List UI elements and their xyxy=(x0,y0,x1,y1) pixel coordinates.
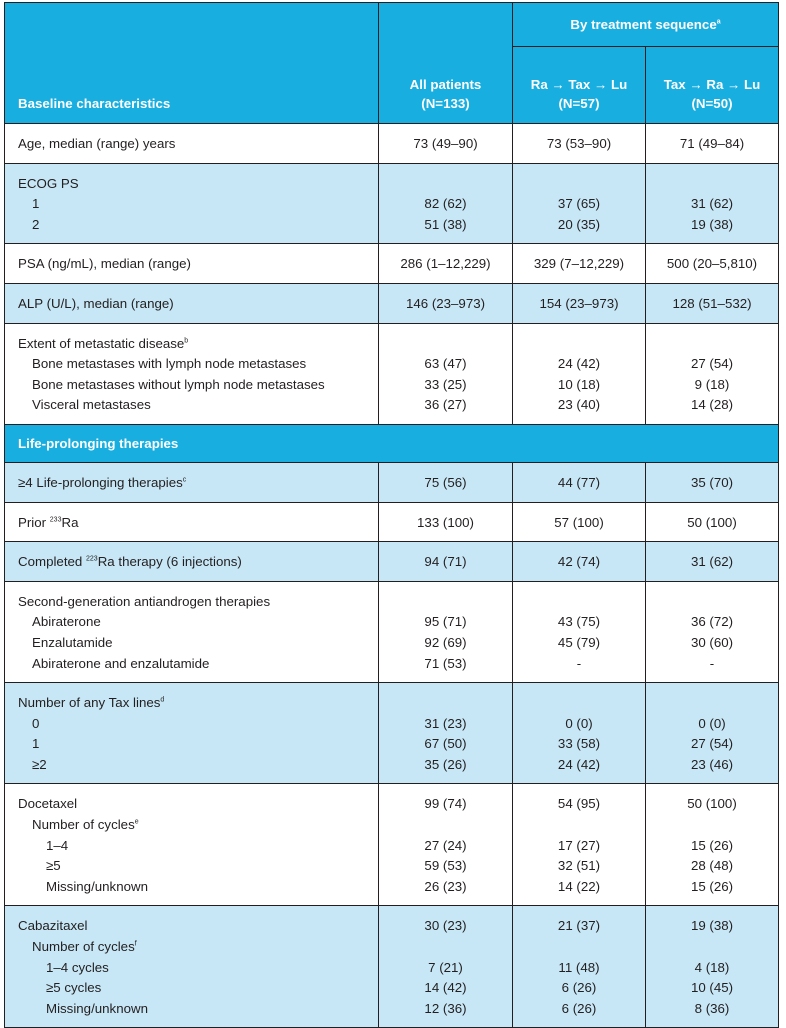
footnote-marker: f xyxy=(134,940,137,948)
sub-label: 1 xyxy=(32,736,40,752)
cell-value: 99 (74) 27 (24) 59 (53) 26 (23) xyxy=(379,784,513,906)
cell-value xyxy=(646,323,779,424)
cell-value: 31 (62) xyxy=(646,542,779,582)
row-label xyxy=(5,323,379,424)
cell-value: 31 (23) 67 (50) 35 (26) xyxy=(379,683,513,784)
sub-heading: Number of cycles$^e$ xyxy=(32,817,139,833)
table-row xyxy=(5,244,779,284)
row-label xyxy=(5,283,379,323)
table-row xyxy=(5,502,779,542)
table-row xyxy=(5,683,779,784)
row-label: Completed $^{223}$Ra therapy (6 injections) xyxy=(5,542,379,582)
value: 9 (18) xyxy=(694,376,730,392)
sub-label: Bone metastases without lymph node metastases xyxy=(32,376,325,392)
sub-label: ≥5 xyxy=(46,858,61,874)
row-label-text: ALP (U/L), median (range) xyxy=(18,295,174,311)
row-label-text: ≥4 Life-prolonging therapies xyxy=(18,474,183,490)
sub-label: Enzalutamide xyxy=(32,634,113,650)
header-group-label: By treatment sequence xyxy=(570,17,717,33)
table-row xyxy=(5,462,779,502)
cell-value: 128 (51–532) xyxy=(646,283,779,323)
sub-label: Missing/unknown xyxy=(46,1000,148,1016)
cell-value xyxy=(646,163,779,244)
value: 10 (18) xyxy=(557,376,601,392)
cell-value: 21 (37) 11 (48) 6 (26) 6 (26) xyxy=(513,906,646,1028)
footnote-marker: d xyxy=(160,696,165,704)
section-title: Life-prolonging therapies xyxy=(5,424,779,462)
row-label-text: Age, median (range) years xyxy=(18,136,176,151)
cell-value: 0 (0) 33 (58) 24 (42) xyxy=(513,683,646,784)
cell-value: 19 (38) 4 (18) 10 (45) 8 (36) xyxy=(646,906,779,1028)
cell-value: 35 (70) xyxy=(646,462,779,502)
row-label xyxy=(5,581,379,682)
value: 63 (47) xyxy=(424,356,467,372)
cell-value: 30 (23) 7 (21) 14 (42) 12 (36) xyxy=(379,906,513,1028)
isotope-superscript: 223 xyxy=(86,555,98,563)
table-container xyxy=(4,2,782,1028)
header-col-n: (N=133) xyxy=(421,96,470,111)
row-label xyxy=(5,124,379,164)
header-col-label: All patients xyxy=(409,77,482,92)
header-col-label: Ra → Tax → Lu xyxy=(530,77,628,92)
cell-value: 94 (71) xyxy=(379,542,513,582)
table-row xyxy=(5,784,779,906)
row-label-text: ECOG PS xyxy=(18,175,79,191)
sub-label: Visceral metastases xyxy=(32,397,151,413)
cell-value xyxy=(513,163,646,244)
footnote-marker: e xyxy=(134,818,139,826)
table-row xyxy=(5,283,779,323)
cell-value: 75 (56) xyxy=(379,462,513,502)
table-row xyxy=(5,581,779,682)
header-col-label: Tax → Ra → Lu xyxy=(663,77,761,92)
value: 24 (42) xyxy=(557,356,601,372)
sub-heading: Number of cycles$^f$ xyxy=(32,939,137,955)
cell-value: 42 (74) xyxy=(513,542,646,582)
baseline-characteristics-table xyxy=(4,2,779,1028)
footnote-marker: c xyxy=(182,476,187,484)
sub-label: 0 xyxy=(32,715,40,731)
row-label-text: Number of any Tax lines$^d$ xyxy=(18,695,165,711)
value: 51 (38) xyxy=(424,216,467,232)
table-row xyxy=(5,542,779,582)
value: 31 (62) xyxy=(690,196,734,212)
header-col-n: (N=57) xyxy=(558,96,600,111)
row-label xyxy=(5,784,379,906)
header-col-n: (N=50) xyxy=(691,96,733,111)
row-label xyxy=(5,906,379,1028)
value: 20 (35) xyxy=(557,216,601,232)
cell-value: 95 (71) 92 (69) 71 (53) xyxy=(379,581,513,682)
header-seq2-cell xyxy=(646,47,779,124)
row-label xyxy=(5,163,379,244)
cell-value: 286 (1–12,229) xyxy=(379,244,513,284)
header-row-label: Baseline characteristics xyxy=(18,96,171,111)
header-seq1-cell xyxy=(513,47,646,124)
cell-value xyxy=(379,163,513,244)
cell-value: 43 (75) 45 (79) - xyxy=(513,581,646,682)
sub-label: 2 xyxy=(32,216,40,232)
cell-value: 73 (53–90) xyxy=(513,124,646,164)
sub-label: 1–4 cycles xyxy=(46,959,109,975)
cell-value: 0 (0) 27 (54) 23 (46) xyxy=(646,683,779,784)
sub-label: Bone metastases with lymph node metastases xyxy=(32,356,307,372)
table-row xyxy=(5,124,779,164)
cell-value: 57 (100) xyxy=(513,502,646,542)
header-row-label-cell xyxy=(5,3,379,124)
cell-value: 71 (49–84) xyxy=(646,124,779,164)
cell-value: 154 (23–973) xyxy=(513,283,646,323)
sub-label: ≥5 cycles xyxy=(46,980,102,996)
value: 37 (65) xyxy=(557,196,601,212)
value: 27 (54) xyxy=(690,356,734,372)
table-row xyxy=(5,323,779,424)
cell-value: 50 (100) xyxy=(646,502,779,542)
value: 19 (38) xyxy=(690,216,734,232)
row-label-text: Second-generation antiandrogen therapies xyxy=(18,593,271,609)
row-label: Prior $^{233}$Ra xyxy=(5,502,379,542)
cell-value: 133 (100) xyxy=(379,502,513,542)
row-label xyxy=(5,683,379,784)
row-label-text: Extent of metastatic disease$^b$ xyxy=(18,335,189,351)
sub-label: 1 xyxy=(32,196,40,212)
cell-value: 500 (20–5,810) xyxy=(646,244,779,284)
sub-label: Missing/unknown xyxy=(46,878,148,894)
header-all-patients-cell xyxy=(379,3,513,124)
header-group-cell xyxy=(513,3,779,47)
cell-value: 329 (7–12,229) xyxy=(513,244,646,284)
value: 23 (40) xyxy=(557,397,601,413)
footnote-marker: a xyxy=(716,18,721,26)
cell-value: 54 (95) 17 (27) 32 (51) 14 (22) xyxy=(513,784,646,906)
value: 82 (62) xyxy=(424,196,467,212)
cell-value xyxy=(513,323,646,424)
row-label xyxy=(5,244,379,284)
footnote-marker: b xyxy=(184,337,189,345)
row-label-text: Docetaxel xyxy=(18,796,78,812)
cell-value xyxy=(379,323,513,424)
cell-value: 73 (49–90) xyxy=(379,124,513,164)
isotope-superscript: 233 xyxy=(49,516,62,524)
sub-label: Abiraterone xyxy=(32,614,101,630)
row-label-text: PSA (ng/mL), median (range) xyxy=(18,256,191,272)
value: 36 (27) xyxy=(424,397,467,413)
sub-label: ≥2 xyxy=(32,756,47,772)
row-label xyxy=(5,462,379,502)
row-label-text: Cabazitaxel xyxy=(18,918,88,934)
value: 14 (28) xyxy=(690,397,734,413)
section-header-row xyxy=(5,424,779,462)
sub-label: Abiraterone and enzalutamide xyxy=(32,655,210,671)
cell-value: 44 (77) xyxy=(513,462,646,502)
cell-value: 146 (23–973) xyxy=(379,283,513,323)
table-row xyxy=(5,906,779,1028)
value: 33 (25) xyxy=(424,376,467,392)
sub-label: 1–4 xyxy=(46,837,69,853)
cell-value: 36 (72) 30 (60) - xyxy=(646,581,779,682)
table-row xyxy=(5,163,779,244)
cell-value: 50 (100) 15 (26) 28 (48) 15 (26) xyxy=(646,784,779,906)
